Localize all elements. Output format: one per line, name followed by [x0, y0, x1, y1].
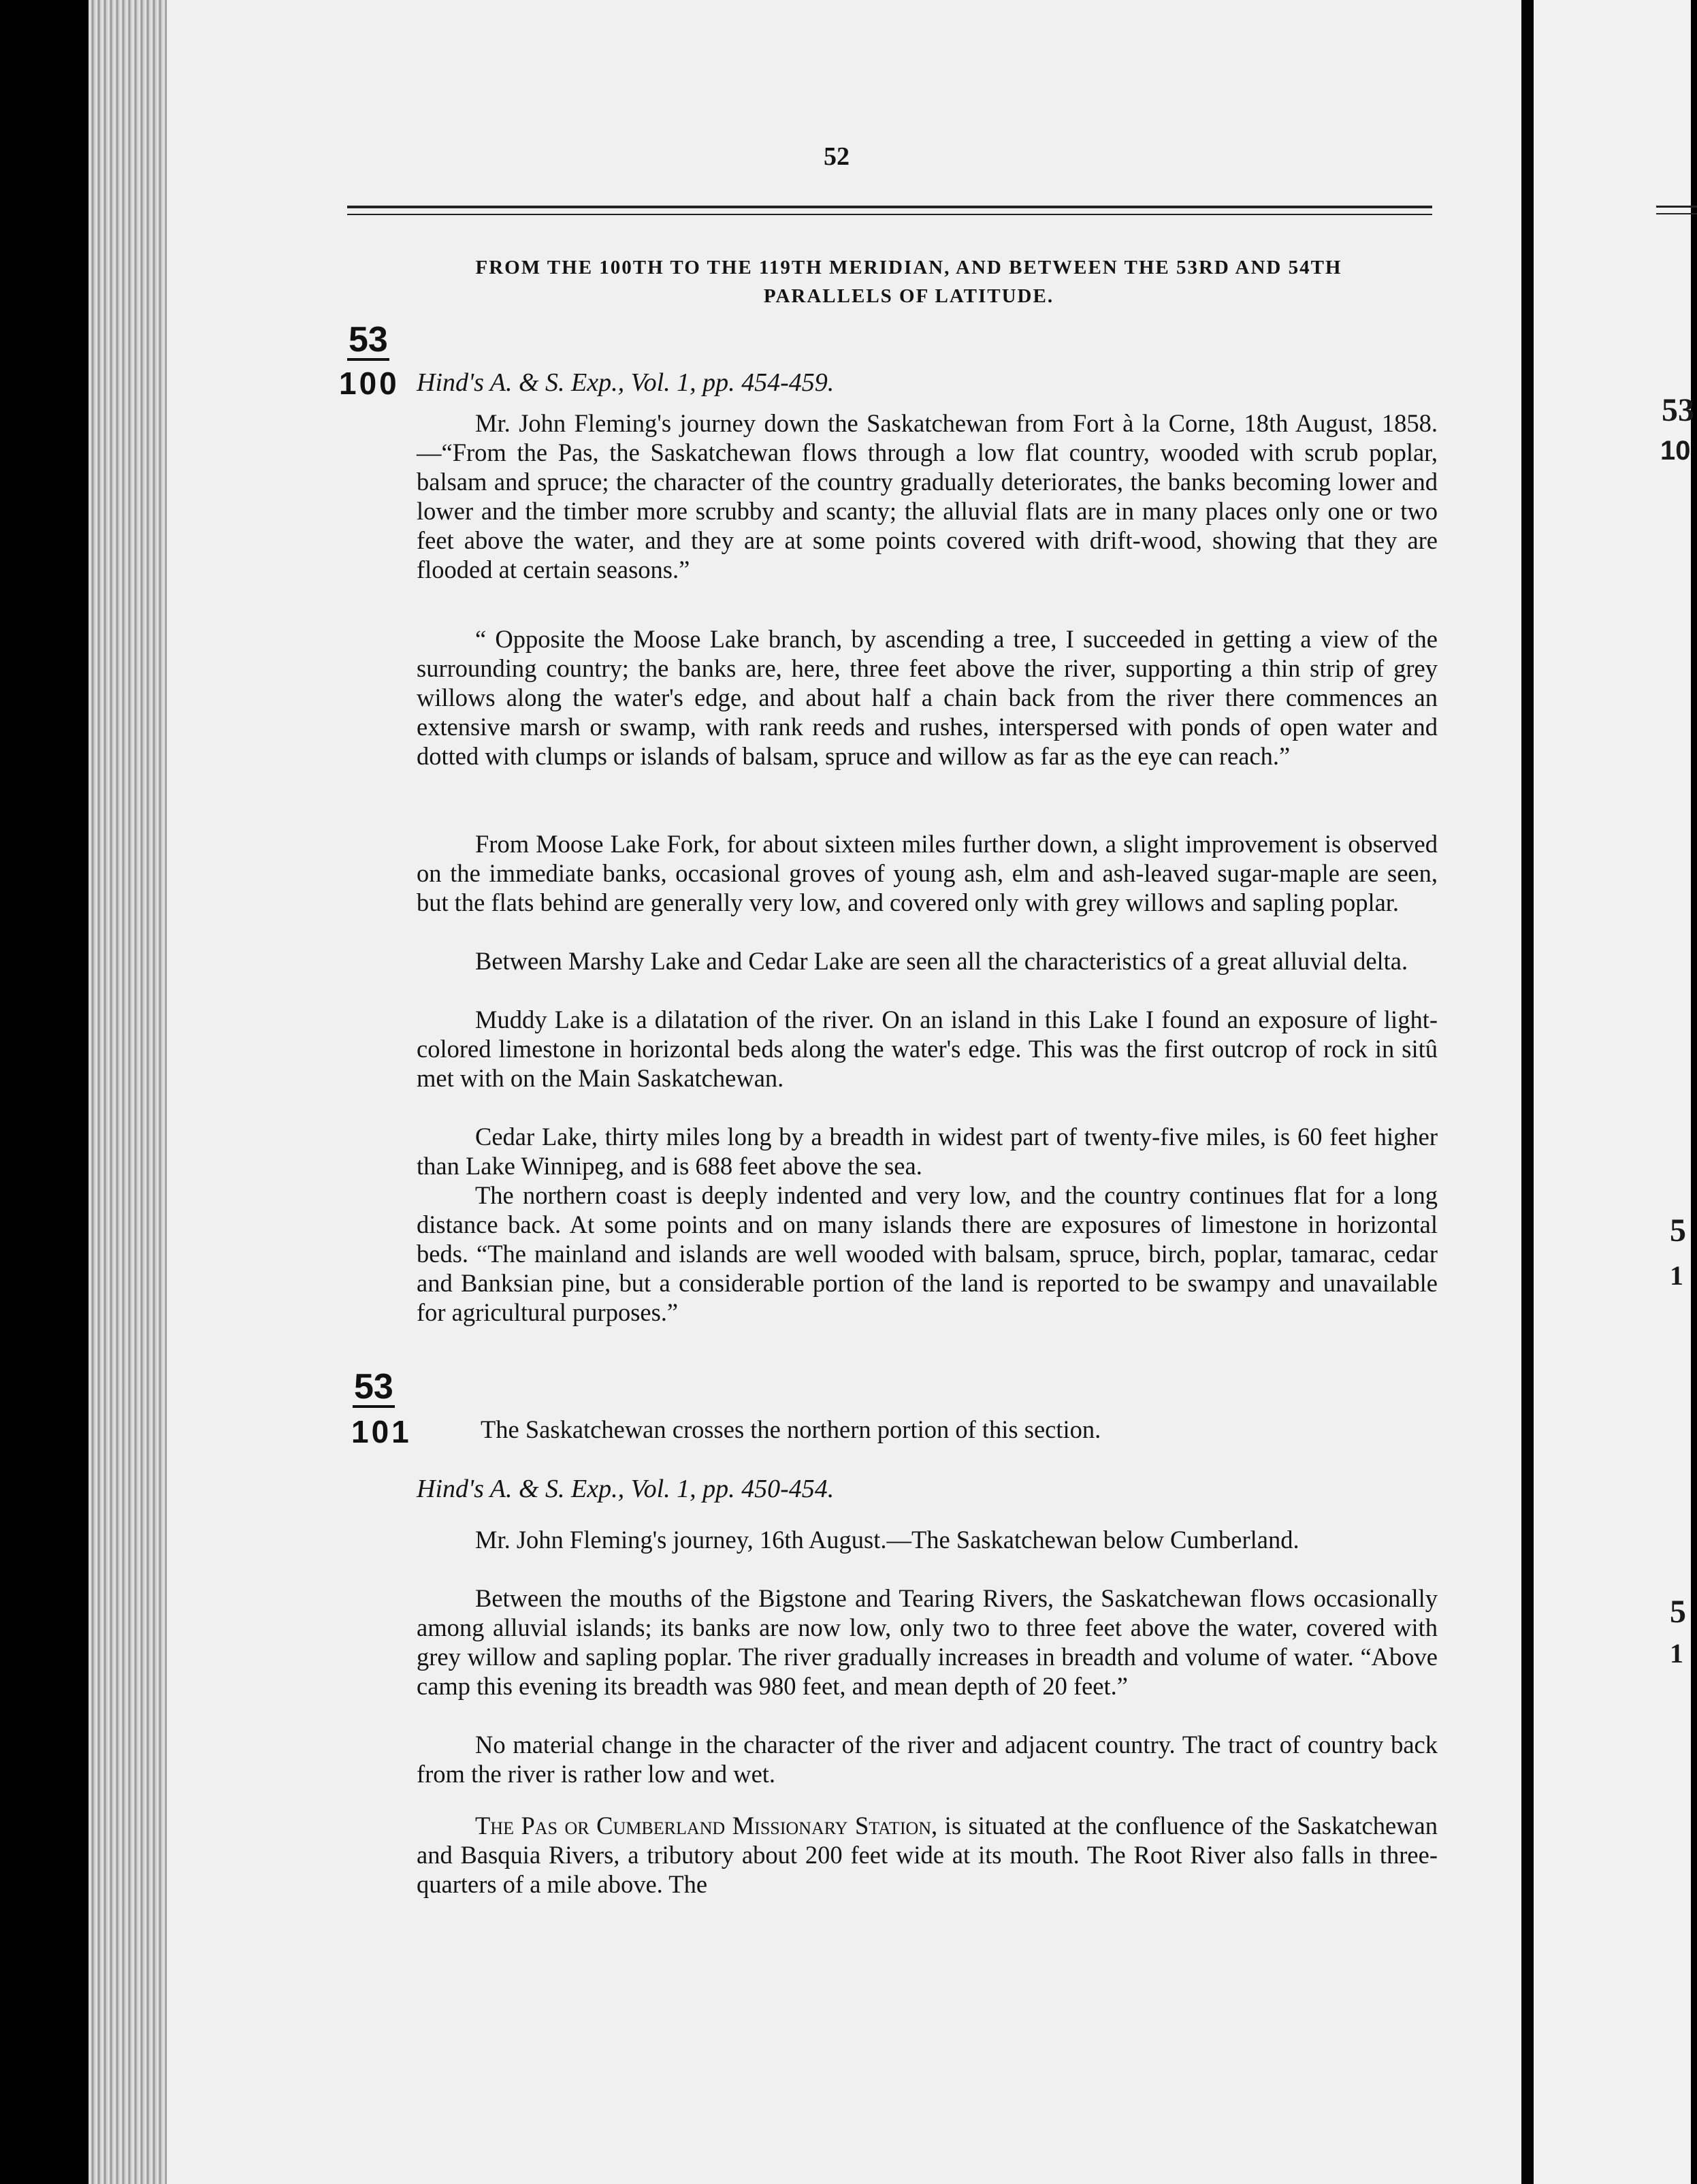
heading-line: PARALLELS OF LATITUDE.: [763, 285, 1054, 307]
heading-line: FROM THE 100TH TO THE 119TH MERIDIAN, AND BETWEEN THE 53RD AND 54TH: [475, 257, 1342, 278]
paragraph: Mr. John Fleming's journey, 16th August.—The Saskatchewan below Cumberland.: [475, 1526, 1299, 1554]
section-label-bottom: 101: [351, 1414, 412, 1449]
facing-page-label: 1: [1670, 1638, 1683, 1669]
paragraph: Cedar Lake, thirty miles long by a breadth in widest part of twenty-five miles, is 60 feet higher than Lake Winnipeg, and is 688 feet above the sea.: [417, 1123, 1438, 1180]
paragraph-text: is situated at the confluence of the Saskatchewan and Basquia Rivers, a tributory about 200 feet wide at its mouth. The Root River also falls in three-quarters of a mile above. The: [417, 1812, 1438, 1898]
book-gutter: [1521, 0, 1534, 2184]
facing-page-rule: [1656, 206, 1697, 214]
chapter-heading: [381, 253, 1436, 310]
section-intro: The Saskatchewan crosses the northern portion of this section.: [481, 1415, 1101, 1443]
source-reference: Hind's A. & S. Exp., Vol. 1, pp. 454-459.: [417, 368, 835, 397]
facing-page-fragment: [1534, 0, 1694, 2184]
paragraph: Between the mouths of the Bigstone and Tearing Rivers, the Saskatchewan flows occasionally among alluvial islands; its banks are now low, only two to three feet above the water, covered with grey willow and sapling poplar. The river gradually increases in breadth and volume of water. “Above camp this evening its breadth was 980 feet, and mean depth of 20 feet.”: [417, 1584, 1438, 1700]
facing-page-label: 5: [1670, 1213, 1686, 1249]
facing-page-label: 1: [1670, 1260, 1683, 1291]
source-reference: Hind's A. & S. Exp., Vol. 1, pp. 450-454.: [417, 1475, 835, 1503]
facing-page-label: 10: [1660, 436, 1691, 466]
header-rule: [347, 214, 1432, 215]
paragraph: No material change in the character of the river and adjacent country. The tract of country back from the river is rather low and wet.: [417, 1731, 1438, 1788]
page-stack-edges: [88, 0, 170, 2184]
paragraph: Mr. John Fleming's journey down the Saskatchewan from Fort à la Corne, 18th August, 1858.—“From the Pas, the Saskatchewan flows through a low flat country, wooded with scrub poplar, balsam and spruce; the character of the country gradually deteriorates, the banks becoming lower and lower and the timber more scrubby and scanty; the alluvial flats are in many places only one or two feet above the water, and they are at some points covered with drift-wood, showing that they are flooded at certain seasons.”: [417, 409, 1438, 583]
section-label-bottom: 100: [339, 366, 400, 401]
header-rule: [347, 206, 1432, 208]
paragraph: Between Marshy Lake and Cedar Lake are seen all the characteristics of a great alluvial delta.: [475, 947, 1408, 975]
page-number: 52: [824, 142, 850, 171]
facing-page-label: 53: [1662, 392, 1694, 428]
section-label-top: 53: [354, 1367, 393, 1407]
paragraph: Muddy Lake is a dilatation of the river. On an island in this Lake I found an exposure of light-colored limestone in horizontal beds along the water's edge. This was the first outcrop of rock in sitû met with on the Main Saskatchewan.: [417, 1006, 1438, 1092]
paragraph: “ Opposite the Moose Lake branch, by ascending a tree, I succeeded in getting a view of the surrounding country; the banks are, here, three feet above the river, supporting a thin strip of grey willows along the water's edge, and about half a chain back from the river there commences an extensive marsh or swamp, with rank reeds and rushes, interspersed with ponds of open water and dotted with clumps or islands of balsam, spruce and willow as far as the eye can reach.”: [417, 625, 1438, 770]
paragraph: The northern coast is deeply indented and very low, and the country continues flat for a long distance back. At some points and on many islands there are exposures of limestone in horizontal beds. “The mainland and islands are well wooded with balsam, spruce, birch, poplar, tamarac, cedar and Banksian pine, but a considerable portion of the land is reported to be swampy and unavailable for agricultural purposes.”: [417, 1181, 1438, 1326]
section-label-top: 53: [349, 320, 388, 359]
station-name: The Pas or Cumberland Missionary Station,: [475, 1812, 938, 1840]
facing-page-label: 5: [1670, 1594, 1686, 1630]
paragraph: [417, 1811, 1438, 1899]
paragraph: From Moose Lake Fork, for about sixteen miles further down, a slight improvement is observed on the immediate banks, occasional groves of young ash, elm and ash-leaved sugar-maple are seen, but the flats behind are generally very low, and covered only with grey willows and sapling poplar.: [417, 830, 1438, 916]
